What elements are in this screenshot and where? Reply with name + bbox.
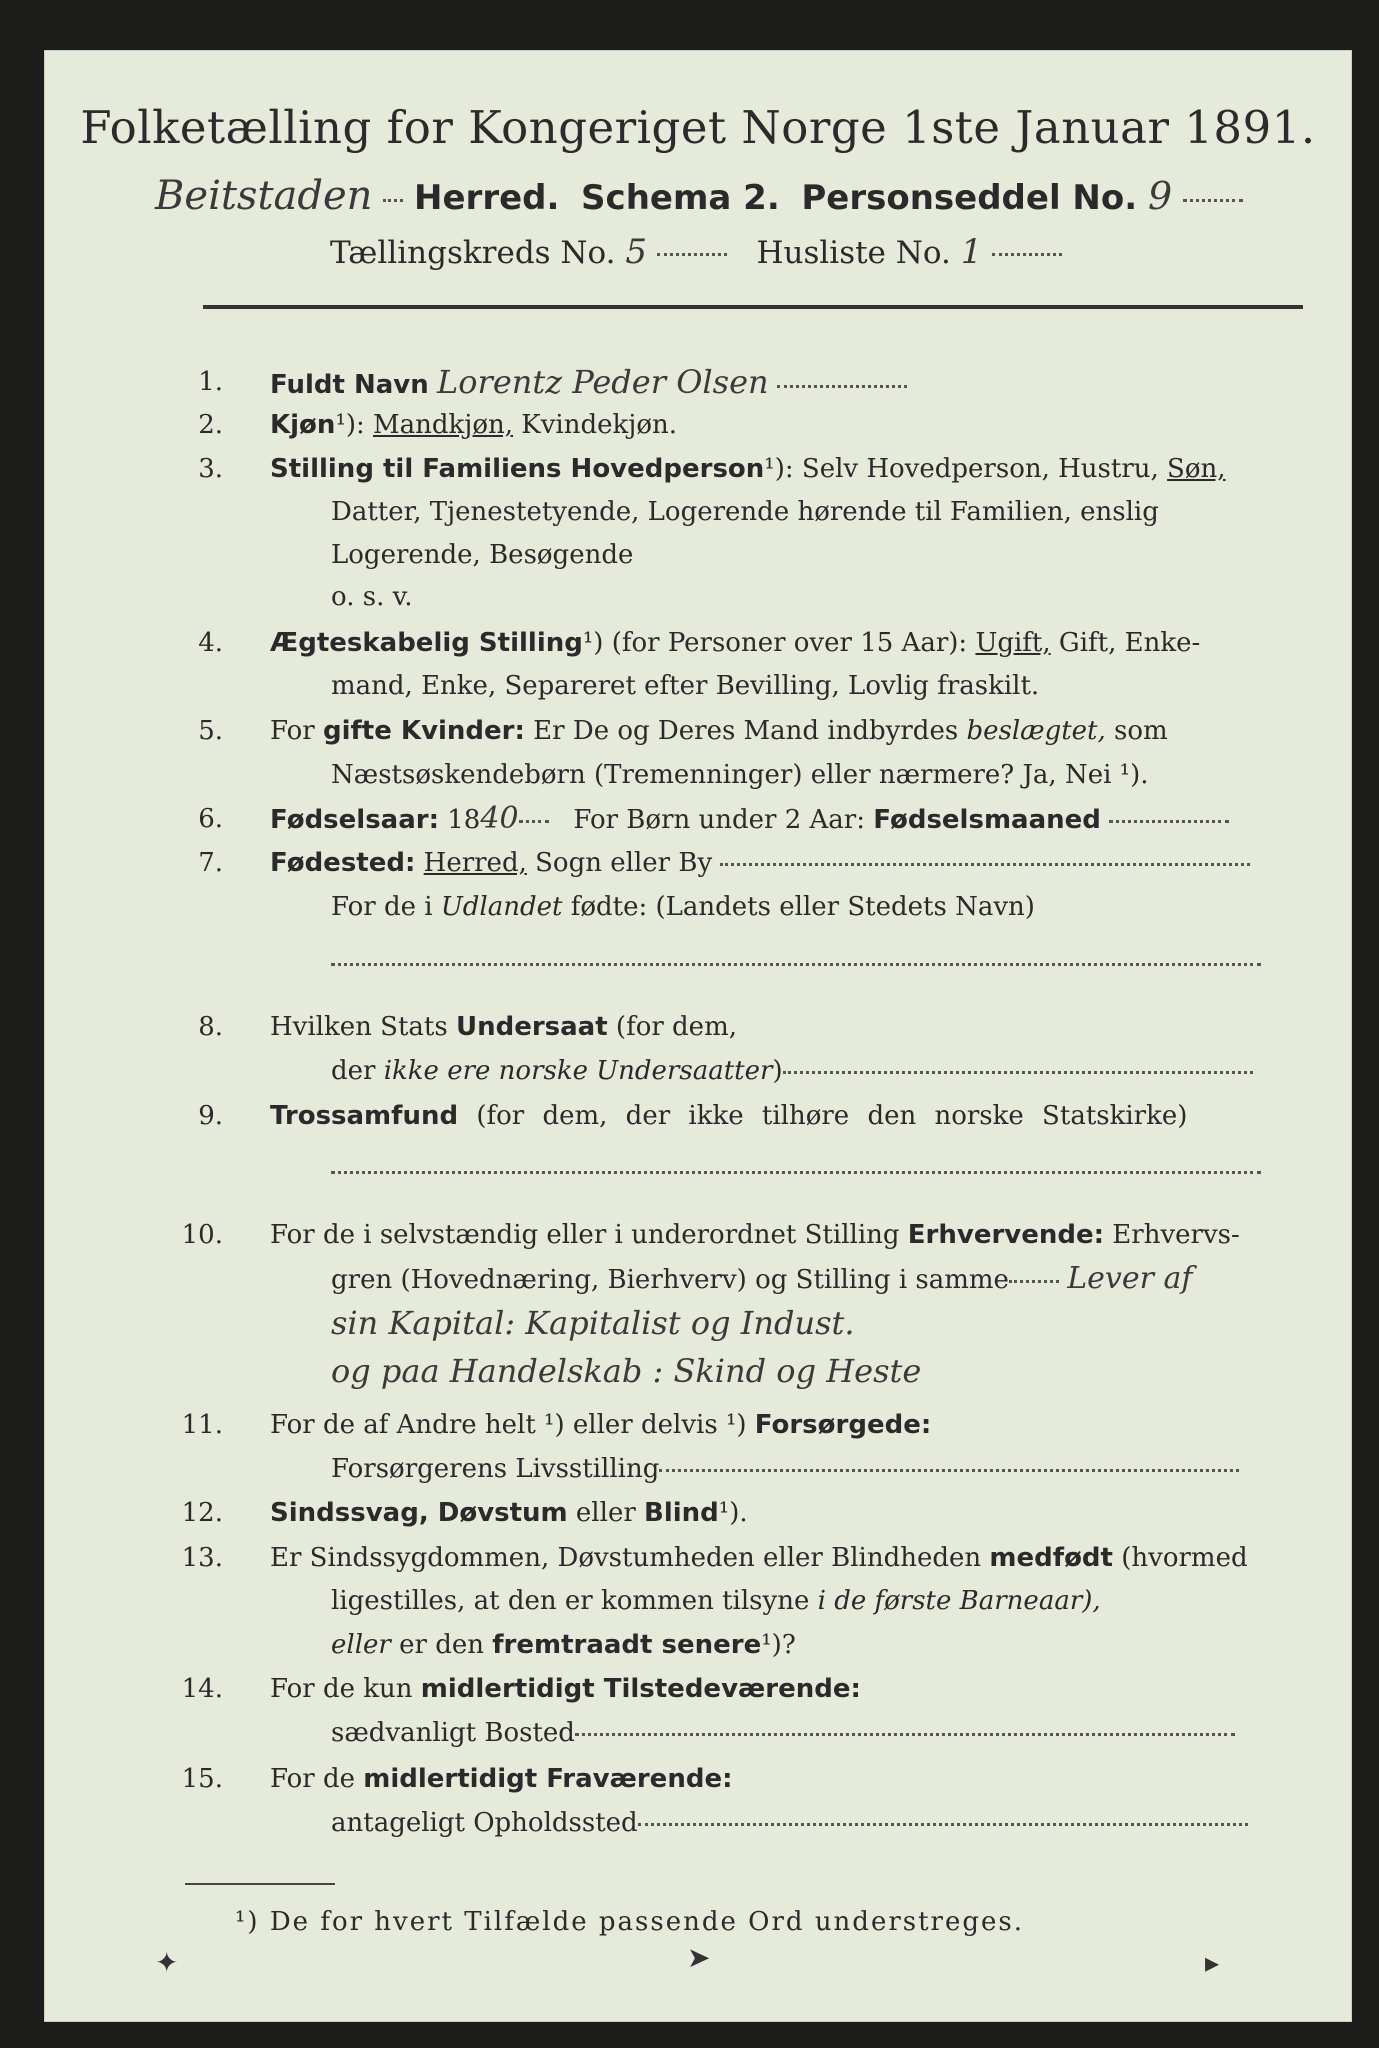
form-title: Folketælling for Kongeriget Norge 1ste Januar 1891.	[80, 101, 1316, 154]
item-14-line-2: sædvanligt Bosted	[331, 1715, 1235, 1751]
corner-mark-left: ✦	[155, 1946, 179, 1979]
item-10-line-2: gren (Hovednæring, Bierhverv) og Stilling i samme Lever af	[331, 1261, 1193, 1296]
personseddel-number: 9	[1147, 174, 1173, 218]
item-5-line-2: Næstsøskendebørn (Tremenninger) eller nærmere? Ja, Nei ¹).	[331, 760, 1149, 790]
birth-year-handwritten: 40	[480, 801, 519, 836]
item-13-congenital: Er Sindssygdommen, Døvstumheden eller Blindheden medfødt (hvormed	[270, 1543, 1248, 1573]
husliste-number: 1	[960, 232, 983, 272]
marital-ugift-underlined: Ugift,	[975, 628, 1051, 658]
schema-label: Schema 2.	[581, 178, 780, 218]
kreds-label: Tællingskreds No.	[330, 235, 616, 271]
census-form-sheet	[44, 50, 1352, 2022]
item-9-blank-line	[331, 1171, 1261, 1174]
item-15-line-2: antageligt Opholdssted	[331, 1805, 1248, 1841]
item-8-citizenship: Hvilken Stats Undersaat (for dem,	[270, 1012, 737, 1042]
occupation-handwritten-2: sin Kapital: Kapitalist og Indust.	[331, 1304, 855, 1342]
herred-label: Herred.	[414, 178, 560, 218]
position-son-underlined: Søn,	[1167, 454, 1226, 484]
birthplace-herred-underlined: Herred,	[423, 848, 527, 878]
full-name-handwritten: Lorentz Peder Olsen	[437, 363, 769, 401]
item-4-marital: Ægteskabelig Stilling¹) (for Personer over 15 Aar): Ugift, Gift, Enke-	[270, 628, 1201, 658]
item-2-gender: Kjøn¹): Mandkjøn, Kvindekjøn.	[270, 410, 677, 440]
item-number: 6.	[198, 804, 223, 834]
herred-line	[155, 171, 1243, 223]
header-rule	[203, 305, 1303, 309]
item-number: 11.	[181, 1410, 223, 1440]
personseddel-label: Personseddel No.	[801, 178, 1138, 218]
herred-handwritten: Beitstaden	[155, 173, 373, 219]
item-3-family-position: Stilling til Familiens Hovedperson¹): Selv Hovedperson, Hustru, Søn,	[270, 454, 1226, 484]
corner-mark-center: ➤	[687, 1941, 711, 1974]
item-number: 9.	[198, 1101, 223, 1131]
item-7-line-2: For de i Udlandet fødte: (Landets eller Stedets Navn)	[331, 892, 1035, 922]
footnote: ¹) De for hvert Tilfælde passende Ord understreges.	[235, 1907, 1025, 1937]
item-6-birth-year: Fødselsaar: 1840 For Børn under 2 Aar: Fødselsmaaned	[270, 801, 1229, 838]
item-number: 14.	[181, 1674, 223, 1704]
item-4-line-2: mand, Enke, Separeret efter Bevilling, Lovlig fraskilt.	[331, 671, 1040, 701]
item-15-temporary-absent: For de midlertidigt Fraværende:	[270, 1764, 733, 1794]
gender-male-underlined: Mandkjøn,	[373, 410, 514, 440]
item-13-line-2: ligestilles, at den er kommen tilsyne i de første Barneaar),	[331, 1586, 1101, 1616]
item-number: 7.	[198, 848, 223, 878]
item-14-temporary-present: For de kun midlertidigt Tilstedeværende:	[270, 1674, 861, 1704]
item-7-blank-line	[331, 963, 1261, 966]
occupation-handwritten-3: og paa Handelskab : Skind og Heste	[331, 1352, 922, 1390]
item-number: 4.	[198, 628, 223, 658]
item-number: 8.	[198, 1012, 223, 1042]
item-11-supported: For de af Andre helt ¹) eller delvis ¹) Forsørgede:	[270, 1410, 932, 1440]
item-3-line-2: Datter, Tjenestetyende, Logerende hørende til Familien, enslig	[331, 497, 1159, 527]
item-number: 15.	[181, 1764, 223, 1794]
kreds-line	[330, 229, 1062, 276]
item-3-line-4: o. s. v.	[331, 582, 413, 612]
item-11-line-2: Forsørgerens Livsstilling	[331, 1451, 1239, 1487]
husliste-label: Husliste No.	[756, 235, 951, 271]
item-10-occupation: For de i selvstændig eller i underordnet Stilling Erhvervende: Erhvervs-	[270, 1220, 1240, 1250]
item-number: 3.	[198, 454, 223, 484]
item-9-religion: Trossamfund (for dem, der ikke tilhøre den norske Statskirke)	[270, 1101, 1188, 1131]
item-12-disability: Sindssvag, Døvstum eller Blind¹).	[270, 1498, 748, 1528]
corner-mark-right: ▸	[1205, 1946, 1220, 1979]
footnote-rule	[185, 1883, 335, 1885]
item-5-married-women: For gifte Kvinder: Er De og Deres Mand indbyrdes beslægtet, som	[270, 716, 1168, 746]
occupation-handwritten-1: Lever af	[1067, 1261, 1193, 1296]
item-number: 13.	[181, 1543, 223, 1573]
item-number: 2.	[198, 410, 223, 440]
item-13-line-3: eller er den fremtraadt senere¹)?	[331, 1630, 796, 1660]
item-3-line-3: Logerende, Besøgende	[331, 540, 634, 570]
item-8-line-2: der ikke ere norske Undersaatter)	[331, 1053, 1253, 1089]
item-1-full-name: Fuldt Navn Lorentz Peder Olsen	[270, 364, 907, 403]
kreds-number: 5	[625, 232, 648, 272]
item-number: 5.	[198, 716, 223, 746]
item-7-birthplace: Fødested: Herred, Sogn eller By	[270, 845, 1250, 881]
item-number: 1.	[198, 367, 223, 397]
item-number: 10.	[181, 1220, 223, 1250]
item-number: 12.	[181, 1498, 223, 1528]
